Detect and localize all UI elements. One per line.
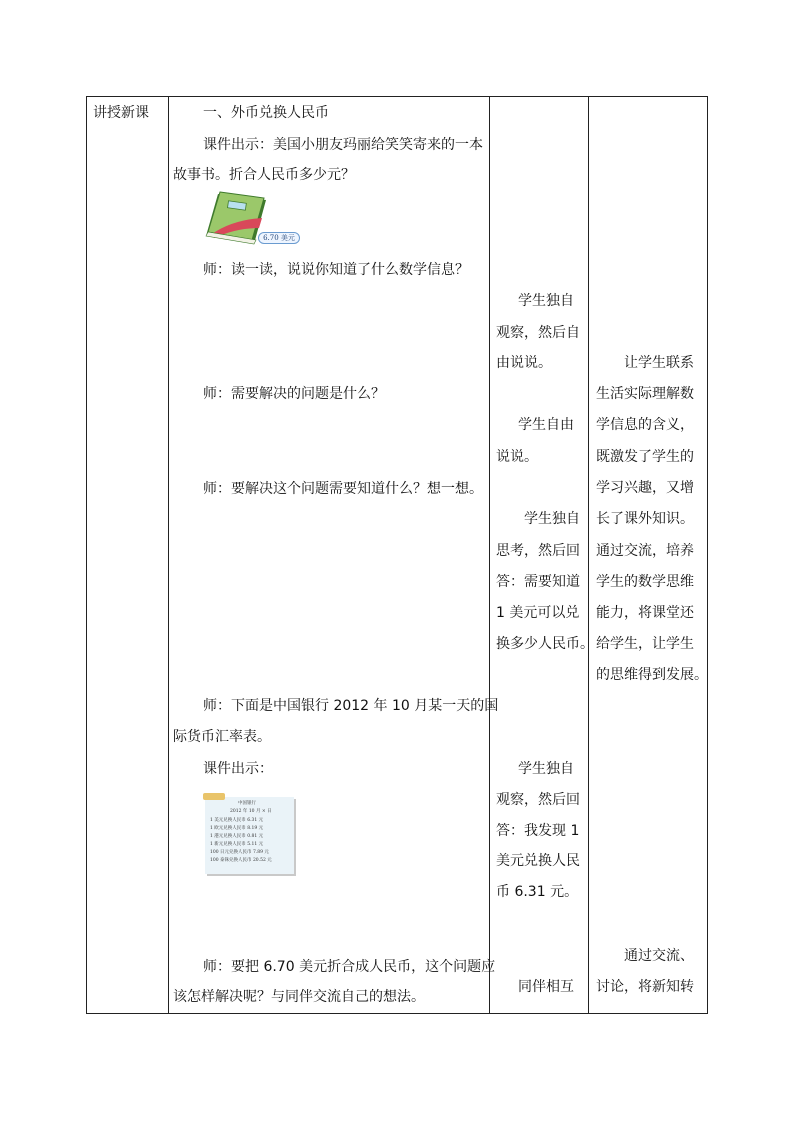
- question-read: 师：读一读，说说你知道了什么数学信息？: [203, 262, 469, 278]
- design-intent-1: 长了课外知识。: [596, 511, 694, 527]
- design-intent-1: 的思维得到发展。: [596, 667, 708, 683]
- student-activity-2: 说说。: [496, 449, 538, 465]
- rate-row: 100 泰铢兑换人民币 20.52 元: [210, 858, 272, 863]
- student-activity-3: 思考，然后回: [496, 543, 580, 559]
- question-know: 师：要解决这个问题需要知道什么？想一想。: [203, 481, 483, 497]
- exchange-rate-card: [205, 797, 294, 874]
- student-activity-4: 币 6.31 元。: [496, 884, 579, 900]
- design-intent-1: 学习兴趣，又增: [596, 480, 694, 496]
- table-divider-2: [489, 96, 490, 1013]
- student-activity-5: 同伴相互: [518, 979, 574, 995]
- design-intent-1: 既激发了学生的: [596, 449, 694, 465]
- courseware-show: 课件出示：: [203, 761, 273, 777]
- design-intent-1: 给学生，让学生: [596, 636, 694, 652]
- courseware-line-1: 课件出示：美国小朋友玛丽给笑笑寄来的一本: [203, 137, 483, 153]
- student-activity-1: 由说说。: [496, 355, 552, 371]
- card-tab: [203, 793, 225, 800]
- student-activity-4: 答：我发现 1: [496, 823, 580, 839]
- price-tag: 6.70 美元: [258, 232, 300, 244]
- rate-row: 1 新元兑换人民币 5.11 元: [210, 842, 264, 847]
- design-intent-1: 通过交流，培养: [596, 543, 694, 559]
- student-activity-3: 1 美元可以兑: [496, 605, 580, 621]
- rate-date: 2012 年 10 月 × 日: [230, 809, 272, 814]
- student-activity-4: 学生独自: [518, 761, 574, 777]
- rate-row: 1 美元兑换人民币 6.31 元: [210, 818, 264, 823]
- courseware-line-2: 故事书。折合人民币多少元？: [173, 167, 355, 183]
- table-divider-3: [588, 96, 589, 1013]
- rate-row: 100 日元兑换人民币 7.89 元: [210, 850, 269, 855]
- student-activity-1: 观察，然后自: [496, 325, 580, 341]
- student-activity-3: 学生独自: [524, 511, 580, 527]
- student-activity-2: 学生自由: [518, 417, 574, 433]
- table-border-right: [707, 96, 708, 1013]
- bank-line-1: 师：下面是中国银行 2012 年 10 月某一天的国: [203, 698, 499, 714]
- section-heading: 一、外币兑换人民币: [203, 105, 329, 121]
- design-intent-2: 通过交流、: [624, 948, 694, 964]
- rate-bank: 中国银行: [238, 801, 256, 806]
- design-intent-1: 能力，将课堂还: [596, 605, 694, 621]
- student-activity-3: 答：需要知道: [496, 574, 580, 590]
- rate-row: 1 欧元兑换人民币 8.19 元: [210, 826, 264, 831]
- question-convert-2: 该怎样解决呢？与同伴交流自己的想法。: [173, 989, 425, 1005]
- table-border-left: [86, 96, 87, 1013]
- student-activity-4: 美元兑换人民: [496, 853, 580, 869]
- bank-line-2: 际货币汇率表。: [173, 729, 271, 745]
- design-intent-1: 学生的数学思维: [596, 574, 694, 590]
- table-divider-1: [168, 96, 169, 1013]
- student-activity-3: 换多少人民币。: [496, 636, 594, 652]
- student-activity-4: 观察，然后回: [496, 792, 580, 808]
- design-intent-1: 学信息的含义，: [596, 417, 694, 433]
- question-problem: 师：需要解决的问题是什么？: [203, 386, 385, 402]
- student-activity-1: 学生独自: [518, 293, 574, 309]
- section-label: 讲授新课: [93, 105, 149, 121]
- design-intent-1: 生活实际理解数: [596, 386, 694, 402]
- design-intent-2: 讨论，将新知转: [596, 979, 694, 995]
- question-convert-1: 师：要把 6.70 美元折合成人民币，这个问题应: [203, 959, 496, 975]
- design-intent-1: 让学生联系: [624, 355, 694, 371]
- rate-row: 1 港元兑换人民币 0.81 元: [210, 834, 264, 839]
